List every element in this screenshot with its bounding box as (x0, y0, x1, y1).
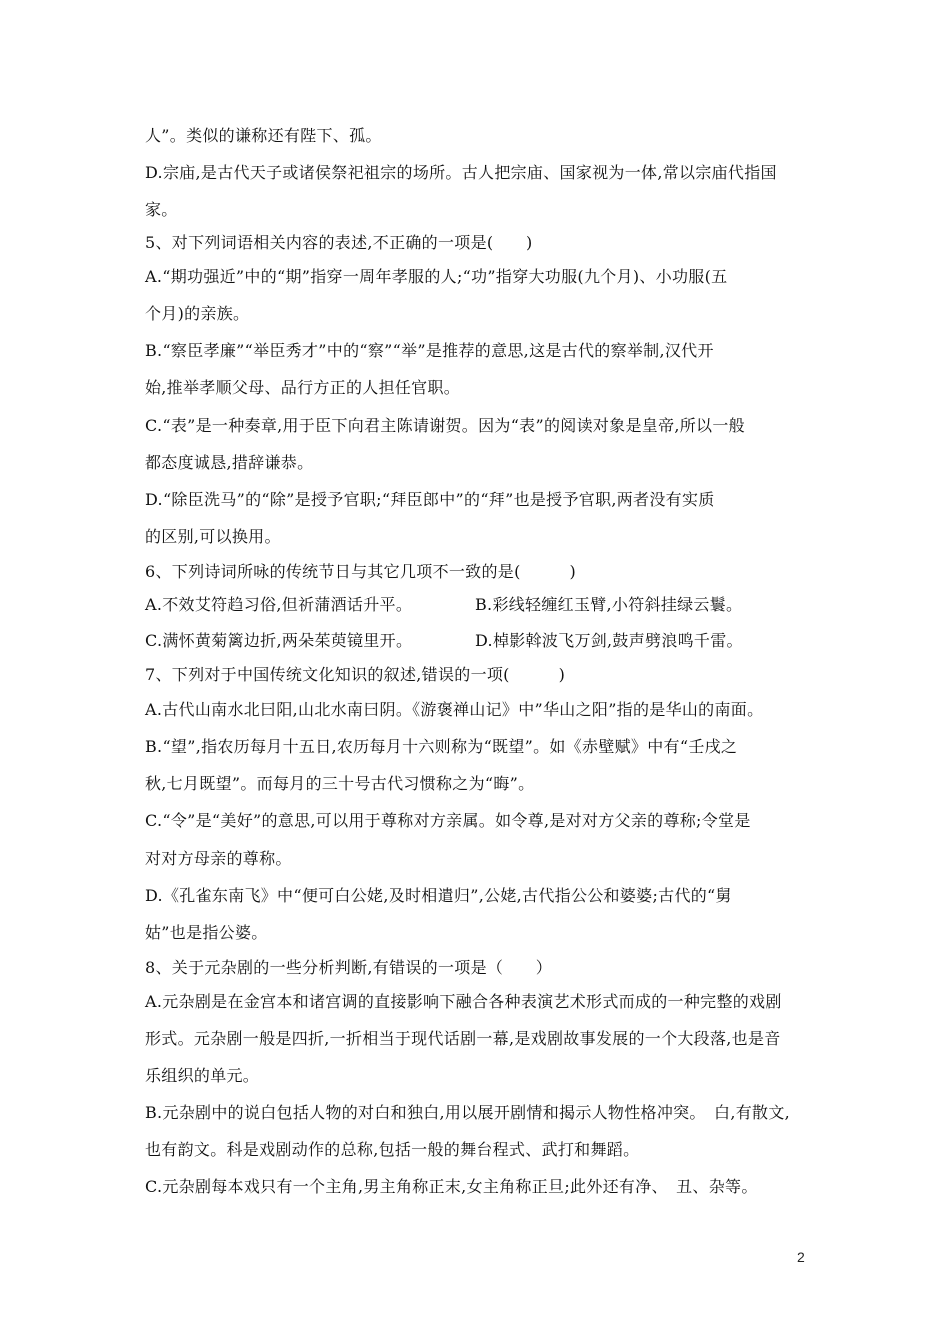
text-line: 家。 (145, 200, 178, 219)
text-line: A.“期功强近”中的“期”指穿一周年孝服的人;“功”指穿大功服(九个月)、小功服(五 (145, 267, 728, 286)
page-number: 2 (797, 1249, 805, 1265)
text-line: 对对方母亲的尊称。 (145, 849, 292, 868)
question-5-stem: 5、对下列词语相关内容的表述,不正确的一项是( ) (145, 233, 533, 252)
option-a: A.不效艾符趋习俗,但祈蒲酒话升平。 (145, 595, 413, 614)
question-6-options-row (145, 630, 815, 652)
text-line: C.“令”是“美好”的意思,可以用于尊称对方亲属。如令尊,是对对方父亲的尊称;令堂是 (145, 811, 751, 830)
text-line: D.宗庙,是古代天子或诸侯祭祀祖宗的场所。古人把宗庙、国家视为一体,常以宗庙代指国 (145, 163, 777, 182)
question-6-options-row (145, 594, 815, 616)
text-line: C.“表”是一种奏章,用于臣下向君主陈请谢贺。因为“表”的阅读对象是皇帝,所以一般 (145, 416, 745, 435)
text-line: 个月)的亲族。 (145, 304, 250, 323)
text-line: 秋,七月既望”。而每月的三十号古代习惯称之为“晦”。 (145, 774, 535, 793)
text-line: 姑”也是指公婆。 (145, 923, 268, 942)
text-line: 人”。类似的谦称还有陛下、孤。 (145, 126, 382, 145)
option-c: C.满怀黄菊篱边折,两朵茱萸镜里开。 (145, 631, 413, 650)
text-line: B.元杂剧中的说白包括人物的对白和独白,用以展开剧情和揭示人物性格冲突。 白,有散文, (145, 1103, 791, 1122)
option-b: B.彩线轻缠红玉臂,小符斜挂绿云鬟。 (475, 595, 743, 614)
question-8-stem: 8、关于元杂剧的一些分析判断,有错误的一项是（ ） (145, 958, 553, 977)
text-line: 也有韵文。科是戏剧动作的总称,包括一般的舞台程式、武打和舞蹈。 (145, 1140, 640, 1159)
text-line: A.古代山南水北曰阳,山北水南曰阴。《游褒禅山记》中”华山之阳”指的是华山的南面。 (145, 700, 764, 719)
question-7-stem: 7、下列对于中国传统文化知识的叙述,错误的一项( ) (145, 665, 566, 684)
text-line: B.“察臣孝廉”“举臣秀才”中的“察”“举”是推荐的意思,这是古代的察举制,汉代开 (145, 341, 714, 360)
text-line: 乐组织的单元。 (145, 1066, 260, 1085)
text-line: 形式。元杂剧一般是四折,一折相当于现代话剧一幕,是戏剧故事发展的一个大段落,也是音 (145, 1029, 781, 1048)
text-line: 都态度诚恳,措辞谦恭。 (145, 453, 314, 472)
text-line: D.《孔雀东南飞》中“便可白公姥,及时相遣归”,公姥,古代指公公和婆婆;古代的“舅 (145, 886, 732, 905)
text-line: D.“除臣洗马”的“除”是授予官职;“拜臣郎中”的“拜”也是授予官职,两者没有实质 (145, 490, 715, 509)
text-line: B.“望”,指农历每月十五日,农历每月十六则称为“既望”。如《赤壁赋》中有“壬戌之 (145, 737, 738, 756)
question-6-stem: 6、下列诗词所咏的传统节日与其它几项不一致的是( ) (145, 562, 577, 581)
option-d: D.棹影斡波飞万剑,鼓声劈浪鸣千雷。 (475, 631, 743, 650)
text-line: C.元杂剧每本戏只有一个主角,男主角称正末,女主角称正旦;此外还有净、 丑、杂等。 (145, 1177, 758, 1196)
text-line: A.元杂剧是在金宫本和诸宫调的直接影响下融合各种表演艺术形式而成的一种完整的戏剧 (145, 992, 782, 1011)
text-line: 始,推举孝顺父母、品行方正的人担任官职。 (145, 378, 461, 397)
text-line: 的区别,可以换用。 (145, 527, 281, 546)
